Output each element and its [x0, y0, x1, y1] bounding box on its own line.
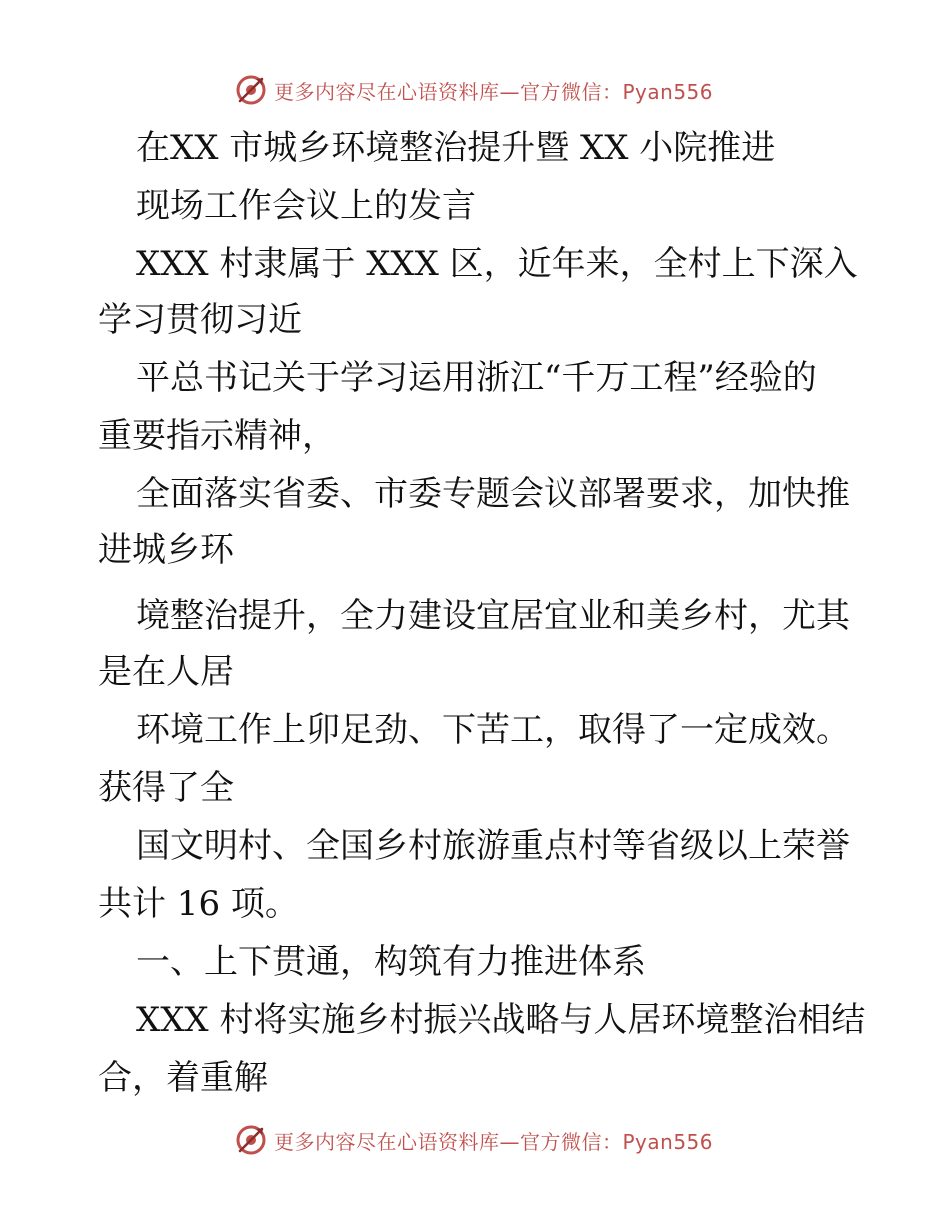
paragraph-line: 全面落实省委、市委专题会议部署要求，加快推 [136, 474, 850, 514]
paragraph-line: 境整治提升，全力建设宜居宜业和美乡村，尤其 [136, 596, 850, 636]
watermark-text: 更多内容尽在心语资料库—官方微信：Pyan556 [274, 79, 714, 104]
quill-logo-icon [234, 1123, 268, 1157]
paragraph-line: XXX 村隶属于 XXX 区，近年来，全村上下深入 [136, 244, 858, 284]
watermark-text: 更多内容尽在心语资料库—官方微信：Pyan556 [274, 1129, 714, 1154]
paragraph-line: 进城乡环 [98, 530, 234, 570]
paragraph-line: XXX 村将实施乡村振兴战略与人居环境整治相结 [136, 1000, 866, 1040]
section-heading: 一、上下贯通，构筑有力推进体系 [136, 942, 646, 982]
watermark-banner-top [0, 70, 950, 110]
quill-logo-icon [234, 73, 268, 107]
paragraph-line: 国文明村、全国乡村旅游重点村等省级以上荣誉 [136, 826, 850, 866]
title-line-1: 在XX 市城乡环境整治提升暨 XX 小院推进 [136, 128, 776, 168]
paragraph-line: 合，着重解 [98, 1058, 268, 1098]
paragraph-line: 平总书记关于学习运用浙江“千万工程”经验的 [136, 358, 817, 398]
title-line-2: 现场工作会议上的发言 [136, 186, 476, 226]
watermark-banner-bottom [0, 1120, 950, 1160]
paragraph-line: 环境工作上卯足劲、下苦工，取得了一定成效。 [136, 710, 850, 750]
paragraph-line: 共计 16 项。 [98, 884, 299, 924]
paragraph-line: 获得了全 [98, 768, 234, 808]
paragraph-line: 学习贯彻习近 [98, 300, 302, 340]
paragraph-line: 是在人居 [98, 652, 234, 692]
paragraph-line: 重要指示精神， [98, 416, 336, 456]
